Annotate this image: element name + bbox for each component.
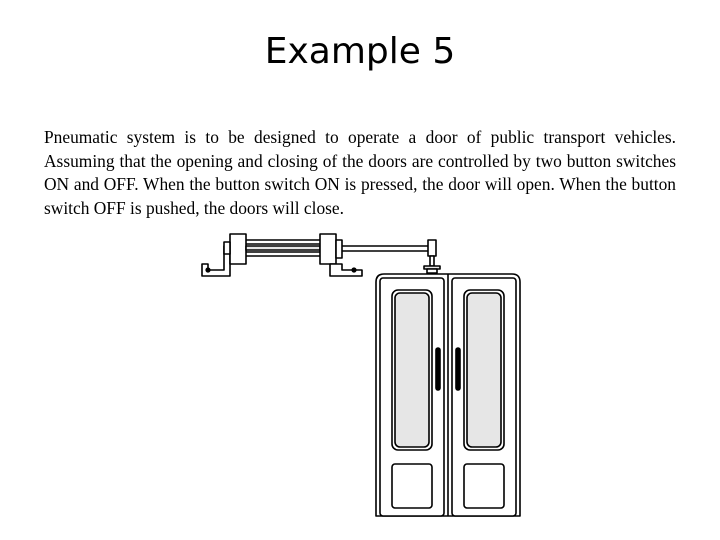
problem-statement: Pneumatic system is to be designed to operate a door of public transport vehicles. Assuming that the opening and closing of the doors are controlled by two button switches ON and OFF. When the button switch ON is pressed, the door will open. When the button switch OFF is pushed, the doors will close. xyxy=(44,127,676,218)
slide-title: Example 5 xyxy=(264,31,456,72)
door-mechanism-figure xyxy=(190,226,535,526)
pneumatic-door-diagram-icon xyxy=(190,226,535,526)
